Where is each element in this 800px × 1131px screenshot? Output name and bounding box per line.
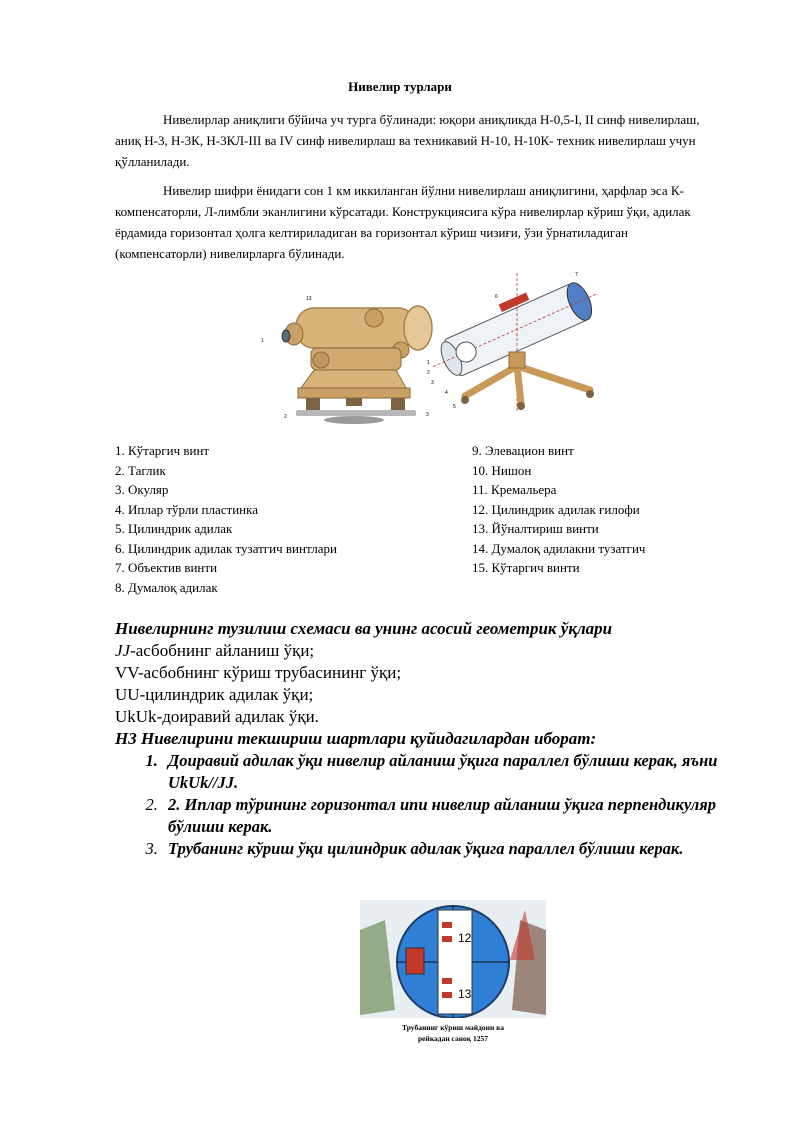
figure-number-label: 6 xyxy=(495,294,498,300)
figure-number-label: 1 xyxy=(261,338,264,344)
level-scheme-figure xyxy=(425,268,605,418)
legend-item: 5. Цилиндрик адилак xyxy=(115,521,233,536)
legend-item: 4. Иплар тўрли пластинка xyxy=(115,501,259,517)
staff-number-13: 13 xyxy=(458,987,472,1001)
legend-item: 14. Думалоқ адилакни тузатгич xyxy=(472,540,646,556)
paragraph-text: Нивелирлар аниқлиги бўйича уч турга бўлинади: юқори аниқликда Н-0,5-I, II синф нивелирлаш, аниқ Н-3, Н-3К, Н-3КЛ-III ва IV синф нивелирлаш ва техникавий Н-10, Н-10К- техник нивелирлаш учун қўлланилади. xyxy=(115,112,700,169)
conditions-list xyxy=(115,750,755,860)
paragraph-text: Нивелир шифри ёнидаги сон 1 км иккиланган йўлни нивелирлаш аниқлигини, ҳарфлар эса К-компенсаторли, Л-лимбли эканлигини кўрсатади. Конструкциясига кўра нивелирлар кўриш ўқи, адилак ёрдамида горизонтал ҳолга келтириладиган ва горизонтал кўриш чизиғи, ўзи ўрнатиладиган (компенсаторли) нивелирларга бўлинади. xyxy=(115,183,691,261)
figure-number-label: 3 xyxy=(431,380,434,386)
legend-item: 2. Таглик xyxy=(115,462,166,478)
section-heading: Нивелирнинг тузилиш схемаси ва унинг асосий геометрик ўқлари xyxy=(115,619,613,638)
figure-number-label: 1 xyxy=(427,360,430,366)
axis-line xyxy=(115,706,755,728)
paragraph-level-types xyxy=(115,109,715,172)
axis-text: -асбобнинг кўриш трубасининг ўқи; xyxy=(138,663,402,682)
figure-caption-line2: рейкадан саноқ 1257 xyxy=(418,1034,488,1043)
axis-text: -асбобнинг айланиш ўқи; xyxy=(130,641,315,660)
legend-item: 15. Кўтаргич винти xyxy=(472,560,580,575)
axis-code: VV xyxy=(115,663,138,682)
legend-right-column xyxy=(472,441,762,578)
legend-item: 13. Йўналтириш винти xyxy=(472,521,599,536)
level-photo-figure xyxy=(256,278,444,428)
legend-item: 3. Окуляр xyxy=(115,482,169,497)
axis-line xyxy=(115,640,755,662)
axis-line xyxy=(115,662,755,684)
figure-number-label: 2 xyxy=(427,370,430,376)
legend-item: 10. Нишон xyxy=(472,462,532,478)
condition-item: 3. Трубанинг кўриш ўқи цилиндрик адилак ўқига параллел бўлиши керак. xyxy=(162,838,755,860)
staff-number-12: 12 xyxy=(458,931,472,945)
axis-code: UkUk xyxy=(115,707,157,726)
legend-item: 6. Цилиндрик адилак тузатгич винтлари xyxy=(115,540,338,556)
legend-item: 12. Цилиндрик адилак ғилофи xyxy=(472,501,640,517)
figure-number-label: 3 xyxy=(426,412,429,418)
axis-line xyxy=(115,684,755,706)
legend-left-column xyxy=(115,441,455,597)
page-title: Нивелир турлари xyxy=(348,79,452,94)
check-heading: Н3 Нивелирини текшириш шартлари қуйидагилардан иборат: xyxy=(115,729,597,748)
condition-item: 1. Доиравий адилак ўқи нивелир айланиш ўқига параллел бўлиши керак, яъни UkUk//JJ. xyxy=(162,750,755,794)
figure-number-label: 4 xyxy=(445,390,448,396)
figure-caption-line1: Трубанинг кўриш майдони ва xyxy=(402,1023,504,1032)
axis-code: JJ xyxy=(115,641,131,660)
figure-number-label: 13 xyxy=(306,296,312,302)
paragraph-level-code xyxy=(115,180,715,264)
condition-item: 2. 2. Иплар тўрининг горизонтал ипи нивелир айланиш ўқига перпендикуляр бўлиши керак. xyxy=(162,794,755,838)
figure-number-label: 5 xyxy=(453,404,456,410)
legend-item: 7. Объектив винти xyxy=(115,560,218,575)
telescope-field-figure xyxy=(360,900,546,1052)
axes-section xyxy=(115,618,755,860)
legend-item: 11. Кремальера xyxy=(472,482,557,497)
axis-text: -цилиндрик адилак ўқи; xyxy=(139,685,314,704)
legend-item: 1. Кўтаргич винт xyxy=(115,443,210,458)
axis-code: UU xyxy=(115,685,140,704)
legend-item: 8. Думалоқ адилак xyxy=(115,579,218,595)
figure-number-label: 7 xyxy=(575,272,578,278)
axis-text: -доиравий адилак ўқи. xyxy=(156,707,319,726)
legend-item: 9. Элевацион винт xyxy=(472,443,574,458)
figure-number-label: 2 xyxy=(284,414,287,420)
